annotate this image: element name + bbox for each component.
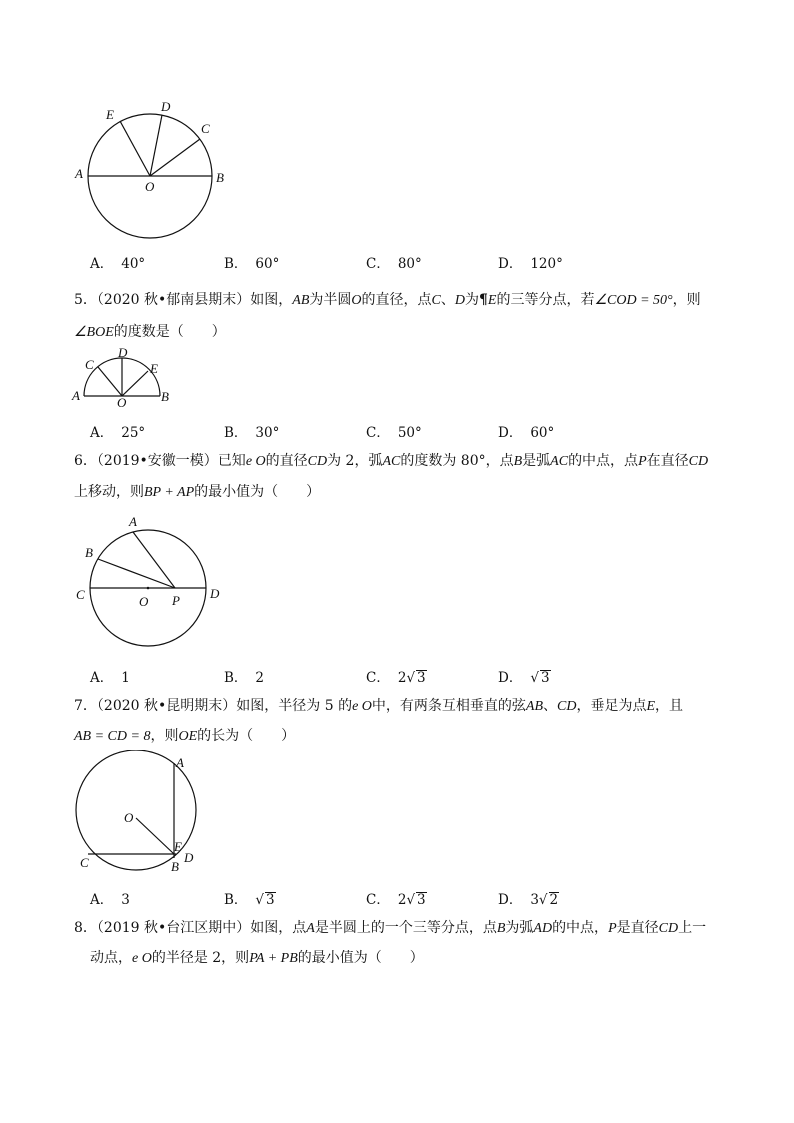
q5-label-a: A [72, 388, 80, 403]
q4-label-d: D [161, 99, 171, 114]
q7-option-c[interactable]: C． 2√ 3 [366, 892, 426, 908]
q5-option-d[interactable]: D． 60° [498, 425, 555, 441]
q6-label-o: O [139, 594, 149, 609]
q6-text-line1: 6．（2019•安徽一模）已知e O的直径CD为 2，弧AC的度数为 80°，点B是弧AC的中点，点P在直径CD [74, 453, 709, 469]
q5-option-b[interactable]: B． 30° [224, 425, 280, 441]
q5-radius-oc [98, 367, 122, 396]
q7-segment-oe [136, 818, 174, 854]
q7-figure [66, 750, 206, 878]
q4-option-a[interactable]: A． 40° [90, 256, 146, 272]
q4-radius-oc [150, 139, 200, 176]
q4-option-c[interactable]: C． 80° [366, 256, 422, 272]
q5-text-line2: ∠BOE的度数是（ ） [74, 324, 226, 340]
q6-center-dot [147, 587, 150, 590]
q5-label-c: C [85, 357, 94, 372]
q4-radius-od [150, 115, 162, 176]
q6-option-b[interactable]: B． 2 [224, 670, 265, 686]
q7-option-b[interactable]: B． √ 3 [224, 892, 275, 908]
q4-radius-oe [120, 121, 150, 176]
q7-option-d[interactable]: D． 3√ 2 [498, 892, 559, 908]
q6-option-c[interactable]: C． 2√ 3 [366, 670, 426, 686]
q5-label-e: E [150, 361, 158, 376]
sqrt-icon: √ [406, 892, 416, 908]
q6-option-d[interactable]: D． √ 3 [498, 670, 550, 686]
q6-figure [70, 510, 240, 650]
q8-text-line2: 动点，e O的半径是 2，则PA + PB的最小值为（ ） [90, 950, 424, 966]
q6-label-d: D [210, 586, 220, 601]
arc-glyph: ¶ [478, 292, 488, 308]
q5-label-o: O [117, 395, 127, 407]
q7-label-c: C [80, 855, 89, 870]
q6-text-line2: 上移动，则BP + AP的最小值为（ ） [74, 484, 321, 500]
q4-option-d[interactable]: D． 120° [498, 256, 563, 272]
q5-label-b: B [161, 389, 169, 404]
sqrt-icon: √ [530, 670, 539, 686]
q7-label-b: B [171, 859, 179, 874]
q4-label-c: C [201, 121, 210, 136]
q5-label-d: D [118, 345, 128, 360]
q6-label-c: C [76, 587, 85, 602]
sqrt-icon: √ [255, 892, 265, 908]
q4-option-b[interactable]: B． 60° [224, 256, 280, 272]
q6-label-a: A [129, 514, 137, 529]
q7-label-a: A [176, 755, 184, 770]
q5-radius-oe [122, 371, 148, 396]
q7-text-line1: 7．（2020 秋•昆明期末）如图，半径为 5 的e O中，有两条互相垂直的弦AB、CD，垂足为点E，且 [74, 698, 684, 714]
q5-option-a[interactable]: A． 25° [90, 425, 146, 441]
q8-text-line1: 8．（2019 秋•台江区期中）如图，点A是半圆上的一个三等分点，点B为弧AD的中点，P是直径CD上一 [74, 920, 707, 936]
q5-figure [70, 345, 180, 407]
q6-label-p: P [172, 593, 180, 608]
q5-option-c[interactable]: C． 50° [366, 425, 422, 441]
q4-label-e: E [106, 107, 114, 122]
q4-label-a: A [75, 166, 83, 181]
q7-text-line2: AB = CD = 8，则OE的长为（ ） [74, 728, 296, 744]
q7-label-e: E [174, 839, 182, 854]
q7-option-a[interactable]: A． 3 [90, 892, 130, 908]
q4-figure [70, 95, 240, 245]
q7-label-d: D [184, 850, 194, 865]
q6-option-a[interactable]: A． 1 [90, 670, 130, 686]
q5-text-line1: 5．（2020 秋•郁南县期末）如图，AB为半圆O的直径，点C、D为¶E的三等分点，若∠COD = 50°，则 [74, 292, 701, 308]
q4-label-o: O [145, 179, 155, 194]
sqrt-icon: √ [538, 892, 548, 908]
q6-label-b: B [85, 545, 93, 560]
q7-label-o: O [124, 810, 134, 825]
q4-label-b: B [216, 170, 224, 185]
sqrt-icon: √ [406, 670, 416, 686]
